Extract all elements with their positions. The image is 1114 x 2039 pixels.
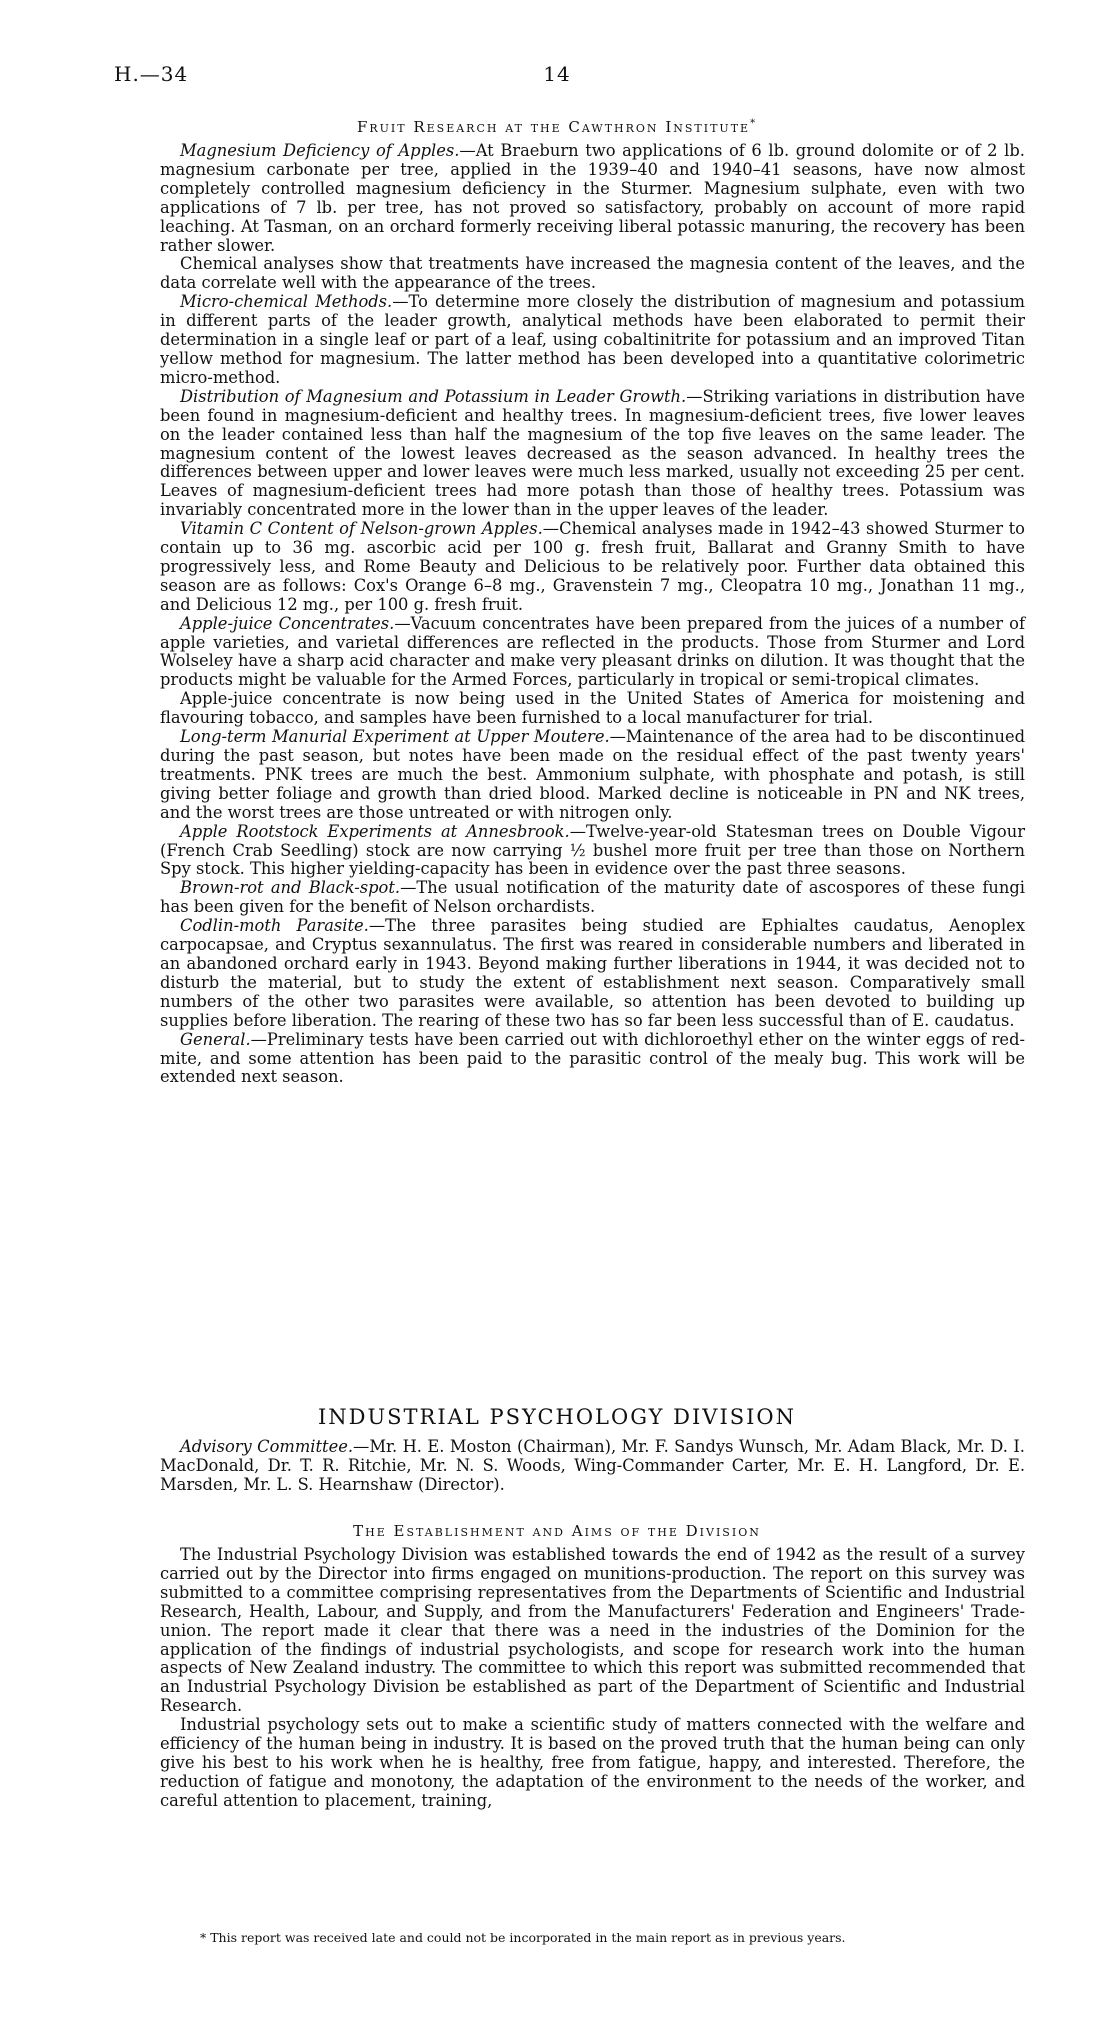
page-number: 14	[543, 62, 571, 86]
paragraph	[160, 388, 1025, 520]
paragraph-heading: Advisory Committee.	[180, 1437, 354, 1456]
footnote-marker: *	[750, 118, 758, 129]
paragraph	[160, 615, 1025, 691]
advisory-committee	[160, 1438, 1025, 1495]
paragraph	[160, 142, 1025, 255]
paragraph	[160, 917, 1025, 1030]
paragraph-heading: Apple-juice Concentrates.	[180, 613, 395, 633]
paragraph	[160, 293, 1025, 388]
paragraph	[160, 520, 1025, 615]
section-title-text: Fruit Research at the Cawthron Institute	[356, 118, 751, 136]
paragraph	[160, 823, 1025, 880]
paragraph-text: —Mr. H. E. Moston (Chairman), Mr. F. Sandys Wunsch, Mr. Adam Black, Mr. D. I. MacDonald, Dr. T. R. Ritchie, Mr. N. S. Woods, Wing-Commander Carter, Mr. E. H. Langford, Dr. E. Marsden, Mr. L. S. Hearnshaw (Director).	[160, 1437, 1025, 1494]
paragraph	[160, 255, 1025, 293]
paragraph: The Industrial Psychology Division was established towards the end of 1942 as the result of a survey carried out by the Director into firms engaged on munitions-production. The report on this survey was submitted to a committee comprising representatives from the Departments of Scientific and Industrial Research, Health, Labour, and Supply, and from the Manufacturers' Federation and Engineers' Trade-union. The report made it clear that there was a need in the industries of the Dominion for the application of the findings of industrial psychologists, and scope for research work into the human aspects of New Zealand industry. The committee to which this report was submitted recommended that an Industrial Psychology Division be established as part of the Department of Scientific and Industrial Research.	[160, 1545, 1025, 1716]
paragraph-heading: Distribution of Magnesium and Potassium in Leader Growth.	[180, 386, 687, 406]
paragraph-heading: Vitamin C Content of Nelson-grown Apples.	[180, 519, 543, 539]
paragraph-text: Apple-juice concentrate is now being used in the United States of America for moistening and flavouring tobacco, and samples have been furnished to a local manufacturer for trial.	[160, 689, 1025, 728]
paragraph	[160, 728, 1025, 823]
paragraph-heading: Micro-chemical Methods.	[180, 292, 393, 312]
paragraph-heading: Magnesium Deficiency of Apples.	[180, 141, 460, 160]
footnote: * This report was received late and could not be incorporated in the main report as in previous years.	[200, 1930, 846, 1945]
paragraph-text: —The three parasites being studied are Ephialtes caudatus, Aenoplex carpocapsae, and Cryptus sexannulatus. The first was reared in considerable numbers and liberated in an abandoned orchard early in 1943. Beyond making further liberations in 1944, it was decided not to disturb the material, but to study the extent of establishment next season. Comparatively small numbers of the other two parasites were available, so attention has been devoted to building up supplies before liberation. The rearing of these two has so far been less successful than of E. caudatus.	[160, 916, 1025, 1030]
paragraph-heading: Codlin-moth Parasite.	[180, 916, 369, 936]
paragraph-heading: General.	[180, 1029, 251, 1049]
paragraph	[160, 879, 1025, 917]
paragraph-text: —Maintenance of the area had to be discontinued during the past season, but notes have been made on the residual effect of the past twenty years' treatments. PNK trees are much the best. Ammonium sulphate, with phosphate and potash, is still giving better foliage and growth than dried blood. Marked decline is noticeable in PN and NK trees, and the worst trees are those untreated or with nitrogen only.	[160, 727, 1026, 822]
division-body	[160, 1546, 1025, 1811]
paragraph-text: —To determine more closely the distribution of magnesium and potassium in different parts of the leader growth, analytical methods have been elaborated to permit their determination in a single leaf or part of a leaf, using cobaltinitrite for potassium and an improved Titan yellow method for magnesium. The latter method has been developed into a quantitative colorimetric micro-method.	[160, 292, 1025, 387]
fruit-research-body	[160, 142, 1025, 1087]
paragraph: Industrial psychology sets out to make a scientific study of matters connected with the welfare and efficiency of the human being in industry. It is based on the proved truth that the human being can only give his best to his work when he is healthy, free from fatigue, happy, and interested. Therefore, the reduction of fatigue and monotony, the adaptation of the environment to the needs of the worker, and careful attention to placement, training,	[160, 1715, 1025, 1810]
paragraph-text: —Chemical analyses made in 1942–43 showed Sturmer to contain up to 36 mg. ascorbic acid per 100 g. fresh fruit, Ballarat and Granny Smith to have progressively less, and Rome Beauty and Delicious to be relatively poor. Further data obtained this season are as follows: Cox's Orange 6–8 mg., Gravenstein 7 mg., Cleopatra 10 mg., Jonathan 11 mg., and Delicious 12 mg., per 100 g. fresh fruit.	[160, 519, 1025, 614]
paragraph-text: —Twelve-year-old Statesman trees on Double Vigour (French Crab Seedling) stock are now carrying ½ bushel more fruit per tree than those on Northern Spy stock. This higher yielding-capacity has been in evidence over the past three seasons.	[160, 821, 1025, 879]
paragraph-text: —Striking variations in distribution have been found in magnesium-deficient and healthy trees. In magnesium-deficient trees, five lower leaves on the leader contained less than half the magnesium of the top five leaves on the same leader. The magnesium content of the lowest leaves decreased as the season advanced. In healthy trees the differences between upper and lower leaves were much less marked, usually not exceeding 25 per cent. Leaves of magnesium-deficient trees had more potash than those of healthy trees. Potassium was invariably concentrated more in the lower than in the upper leaves of the leader.	[160, 386, 1026, 520]
section-title-fruit-research	[0, 118, 1114, 136]
paragraph-text: Chemical analyses show that treatments have increased the magnesia content of the leaves, and the data correlate well with the appearance of the trees.	[160, 254, 1025, 293]
paragraph	[160, 1438, 1025, 1495]
paragraph	[160, 690, 1025, 728]
paragraph-heading: Apple Rootstock Experiments at Annesbrook.	[180, 821, 570, 841]
paragraph-text: —The usual notification of the maturity date of ascospores of these fungi has been given for the benefit of Nelson orchardists.	[160, 878, 1025, 917]
paragraph-text: —At Braeburn two applications of 6 lb. ground dolomite or of 2 lb. magnesium carbonate per tree, applied in the 1939–40 and 1940–41 seasons, have now almost completely controlled magnesium deficiency in the Sturmer. Magnesium sulphate, even with two applications of 7 lb. per tree, has not proved so satisfactory, probably on account of more rapid leaching. At Tasman, on an orchard formerly receiving liberal potassic manuring, the recovery has been rather slower.	[160, 141, 1025, 255]
division-title: INDUSTRIAL PSYCHOLOGY DIVISION	[317, 1405, 797, 1429]
paragraph-heading: Long-term Manurial Experiment at Upper Moutere.	[180, 727, 610, 747]
paragraph	[160, 1031, 1025, 1088]
paragraph-text: —Vacuum concentrates have been prepared from the juices of a number of apple varieties, and varietal differences are reflected in the products. Those from Sturmer and Lord Wolseley have a sharp acid character and make very pleasant drinks on dilution. It was thought that the products might be valuable for the Armed Forces, particularly in tropical or semi-tropical climates.	[160, 613, 1025, 690]
paragraph-heading: Brown-rot and Black-spot.	[180, 878, 401, 898]
subsection-title: The Establishment and Aims of the Division	[353, 1522, 761, 1540]
page-header-code: H.—34	[114, 62, 189, 86]
paragraph-text: —Preliminary tests have been carried out with dichloroethyl ether on the winter eggs of red-mite, and some attention has been paid to the parasitic control of the mealy bug. This work will be extended next season.	[160, 1029, 1025, 1087]
